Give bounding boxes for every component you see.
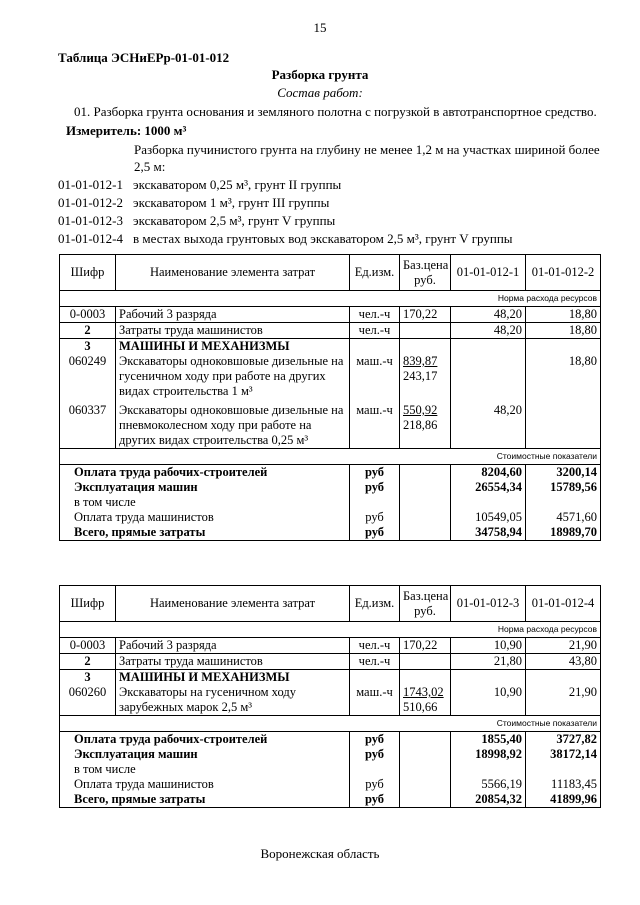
- list-item: [58, 194, 513, 212]
- header-price: Баз.цена руб.: [400, 255, 451, 291]
- total-value-2: 3200,14: [526, 465, 601, 481]
- total-value-2: 11183,45: [526, 777, 601, 792]
- total-value-2: 38172,14: [526, 747, 601, 762]
- norm-label-row: [60, 622, 601, 638]
- row-unit: чел.-ч: [350, 654, 400, 670]
- row-price: 170,22: [400, 307, 451, 323]
- row-price: [400, 480, 451, 495]
- table-row: [60, 670, 601, 686]
- total-value-2: 18989,70: [526, 525, 601, 541]
- table-row: [60, 732, 601, 748]
- header-col2: 01-01-012-4: [526, 586, 601, 622]
- total-name: Оплата труда рабочих-строителей: [60, 732, 350, 748]
- row-value-2: 21,90: [526, 638, 601, 654]
- header-name: Наименование элемента затрат: [116, 586, 350, 622]
- row-code: 3: [60, 339, 116, 355]
- page-number: 15: [313, 20, 327, 35]
- total-value-1: 1855,40: [451, 732, 526, 748]
- header-price: Баз.цена руб.: [400, 586, 451, 622]
- row-value-2: 18,80: [526, 323, 601, 339]
- price-wage: 510,66: [403, 700, 438, 714]
- total-value-1: 34758,94: [451, 525, 526, 541]
- variant-list: [58, 176, 513, 248]
- row-code: 060337: [60, 399, 116, 449]
- row-price: [400, 732, 451, 748]
- row-price: [400, 510, 451, 525]
- row-name: Затраты труда машинистов: [116, 654, 350, 670]
- variant-code: 01-01-012-2: [58, 195, 123, 210]
- row-unit: чел.-ч: [350, 323, 400, 339]
- header-unit: Ед.изм.: [350, 586, 400, 622]
- cost-label: Стоимостные показатели: [60, 716, 601, 732]
- total-unit: руб: [350, 480, 400, 495]
- row-unit: чел.-ч: [350, 307, 400, 323]
- row-code: 060260: [60, 685, 116, 716]
- total-name: Всего, прямые затраты: [60, 525, 350, 541]
- total-value-1: 20854,32: [451, 792, 526, 808]
- table-row: [60, 399, 601, 449]
- variant-text: в местах выхода грунтовых вод экскаватором 2,5 м³, грунт V группы: [133, 231, 513, 246]
- row-name: Экскаваторы одноковшовые дизельные на гусеничном ходу при работе на других видах строительства 1 м³: [116, 354, 350, 399]
- row-unit: маш.-ч: [350, 685, 400, 716]
- row-value-1: 10,90: [451, 685, 526, 716]
- row-unit: [350, 339, 400, 355]
- header-unit: Ед.изм.: [350, 255, 400, 291]
- header-col1: 01-01-012-1: [451, 255, 526, 291]
- row-price: 170,22: [400, 638, 451, 654]
- header-col2: 01-01-012-2: [526, 255, 601, 291]
- row-value-1: [451, 339, 526, 355]
- table-row: [60, 354, 601, 399]
- row-value-1: [451, 670, 526, 686]
- table-row: [60, 762, 601, 777]
- variant-code: 01-01-012-3: [58, 213, 123, 228]
- row-name: Затраты труда машинистов: [116, 323, 350, 339]
- table-row: [60, 480, 601, 495]
- cost-label: Стоимостные показатели: [60, 449, 601, 465]
- row-value-2: 18,80: [526, 307, 601, 323]
- variant-text: экскаватором 0,25 м³, грунт II группы: [133, 177, 342, 192]
- row-name: Экскаваторы одноковшовые дизельные на пневмоколесном ходу при работе на других видах строительства 0,25 м³: [116, 399, 350, 449]
- total-name: Оплата труда машинистов: [60, 777, 350, 792]
- total-value-2: 3727,82: [526, 732, 601, 748]
- region-footer: Воронежская область: [260, 846, 380, 861]
- table-row: [60, 307, 601, 323]
- total-unit: [350, 495, 400, 510]
- price-wage: 218,86: [403, 418, 438, 432]
- row-unit: чел.-ч: [350, 638, 400, 654]
- table-row: [60, 685, 601, 716]
- row-price: [400, 685, 451, 716]
- row-name: Рабочий 3 разряда: [116, 638, 350, 654]
- norm-label-row: [60, 291, 601, 307]
- row-name: МАШИНЫ И МЕХАНИЗМЫ: [116, 339, 350, 355]
- cost-label-row: [60, 716, 601, 732]
- total-value-2: 41899,96: [526, 792, 601, 808]
- total-value-1: 26554,34: [451, 480, 526, 495]
- row-price: [400, 777, 451, 792]
- total-name: Эксплуатация машин: [60, 480, 350, 495]
- total-unit: руб: [350, 792, 400, 808]
- total-unit: руб: [350, 510, 400, 525]
- list-item: [58, 212, 513, 230]
- list-item: [58, 176, 513, 194]
- row-price: [400, 792, 451, 808]
- table-row: [60, 495, 601, 510]
- total-name: Эксплуатация машин: [60, 747, 350, 762]
- table-row: [60, 747, 601, 762]
- total-value-1: [451, 762, 526, 777]
- header-name: Наименование элемента затрат: [116, 255, 350, 291]
- list-item: [58, 230, 513, 248]
- total-value-2: 15789,56: [526, 480, 601, 495]
- total-name: в том числе: [60, 495, 350, 510]
- table-row: [60, 465, 601, 481]
- cost-label-row: [60, 449, 601, 465]
- row-price: [400, 323, 451, 339]
- row-name: Рабочий 3 разряда: [116, 307, 350, 323]
- norm-label: Норма расхода ресурсов: [60, 291, 601, 307]
- row-price: [400, 399, 451, 449]
- row-value-2: [526, 670, 601, 686]
- row-price: [400, 525, 451, 541]
- table-label: Таблица ЭСНиЕРр-01-01-012: [58, 50, 230, 65]
- row-code: 2: [60, 654, 116, 670]
- table-header: [60, 586, 601, 622]
- row-value-1: 21,80: [451, 654, 526, 670]
- variant-text: экскаватором 2,5 м³, грунт V группы: [133, 213, 336, 228]
- table-row: [60, 323, 601, 339]
- row-code: 2: [60, 323, 116, 339]
- row-price: [400, 762, 451, 777]
- total-name: в том числе: [60, 762, 350, 777]
- total-name: Оплата труда машинистов: [60, 510, 350, 525]
- row-unit: маш.-ч: [350, 354, 400, 399]
- table-row: [60, 525, 601, 541]
- header-code: Шифр: [60, 255, 116, 291]
- total-value-1: 8204,60: [451, 465, 526, 481]
- variant-code: 01-01-012-4: [58, 231, 123, 246]
- row-name: МАШИНЫ И МЕХАНИЗМЫ: [116, 670, 350, 686]
- row-price: [400, 747, 451, 762]
- total-value-1: 18998,92: [451, 747, 526, 762]
- variant-code: 01-01-012-1: [58, 177, 123, 192]
- total-name: Оплата труда рабочих-строителей: [60, 465, 350, 481]
- table-row: [60, 777, 601, 792]
- total-value-1: 5566,19: [451, 777, 526, 792]
- row-price: [400, 354, 451, 399]
- row-code: 0-0003: [60, 638, 116, 654]
- row-value-2: 18,80: [526, 354, 601, 399]
- row-value-1: [451, 354, 526, 399]
- total-value-2: [526, 495, 601, 510]
- price-base: 839,87: [403, 354, 438, 368]
- row-price: [400, 495, 451, 510]
- description: Разборка пучинистого грунта на глубину не менее 1,2 м на участках шириной более 2,5 м:: [134, 142, 600, 174]
- table-header: [60, 255, 601, 291]
- total-unit: руб: [350, 777, 400, 792]
- row-unit: маш.-ч: [350, 399, 400, 449]
- total-value-1: [451, 495, 526, 510]
- table-row: [60, 654, 601, 670]
- section-title: Разборка грунта: [271, 67, 369, 82]
- price-wage: 243,17: [403, 369, 438, 383]
- resource-table-2: [59, 585, 601, 808]
- row-value-1: 10,90: [451, 638, 526, 654]
- row-price: [400, 670, 451, 686]
- price-base: 1743,02: [403, 685, 444, 699]
- work-item: 01. Разборка грунта основания и земляного полотна с погрузкой в автотранспортное средство.: [74, 104, 597, 119]
- table-row: [60, 510, 601, 525]
- section-subtitle: Состав работ:: [277, 85, 363, 100]
- total-unit: руб: [350, 732, 400, 748]
- row-name: Экскаваторы на гусеничном ходу зарубежных марок 2,5 м³: [116, 685, 350, 716]
- row-value-2: [526, 399, 601, 449]
- row-value-1: 48,20: [451, 307, 526, 323]
- row-price: [400, 465, 451, 481]
- total-unit: руб: [350, 747, 400, 762]
- row-price: [400, 654, 451, 670]
- total-unit: руб: [350, 465, 400, 481]
- total-unit: [350, 762, 400, 777]
- row-unit: [350, 670, 400, 686]
- table-row: [60, 339, 601, 355]
- row-price: [400, 339, 451, 355]
- row-code: 060249: [60, 354, 116, 399]
- table-row: [60, 792, 601, 808]
- resource-table-1: [59, 254, 601, 541]
- total-name: Всего, прямые затраты: [60, 792, 350, 808]
- header-col1: 01-01-012-3: [451, 586, 526, 622]
- row-value-2: 21,90: [526, 685, 601, 716]
- total-value-1: 10549,05: [451, 510, 526, 525]
- row-code: 3: [60, 670, 116, 686]
- row-code: 0-0003: [60, 307, 116, 323]
- measure-unit: Измеритель: 1000 м³: [66, 123, 187, 138]
- total-value-2: [526, 762, 601, 777]
- header-code: Шифр: [60, 586, 116, 622]
- row-value-2: [526, 339, 601, 355]
- variant-text: экскаватором 1 м³, грунт III группы: [133, 195, 330, 210]
- row-value-2: 43,80: [526, 654, 601, 670]
- norm-label: Норма расхода ресурсов: [60, 622, 601, 638]
- row-value-1: 48,20: [451, 399, 526, 449]
- row-value-1: 48,20: [451, 323, 526, 339]
- price-base: 550,92: [403, 403, 438, 417]
- total-unit: руб: [350, 525, 400, 541]
- table-row: [60, 638, 601, 654]
- total-value-2: 4571,60: [526, 510, 601, 525]
